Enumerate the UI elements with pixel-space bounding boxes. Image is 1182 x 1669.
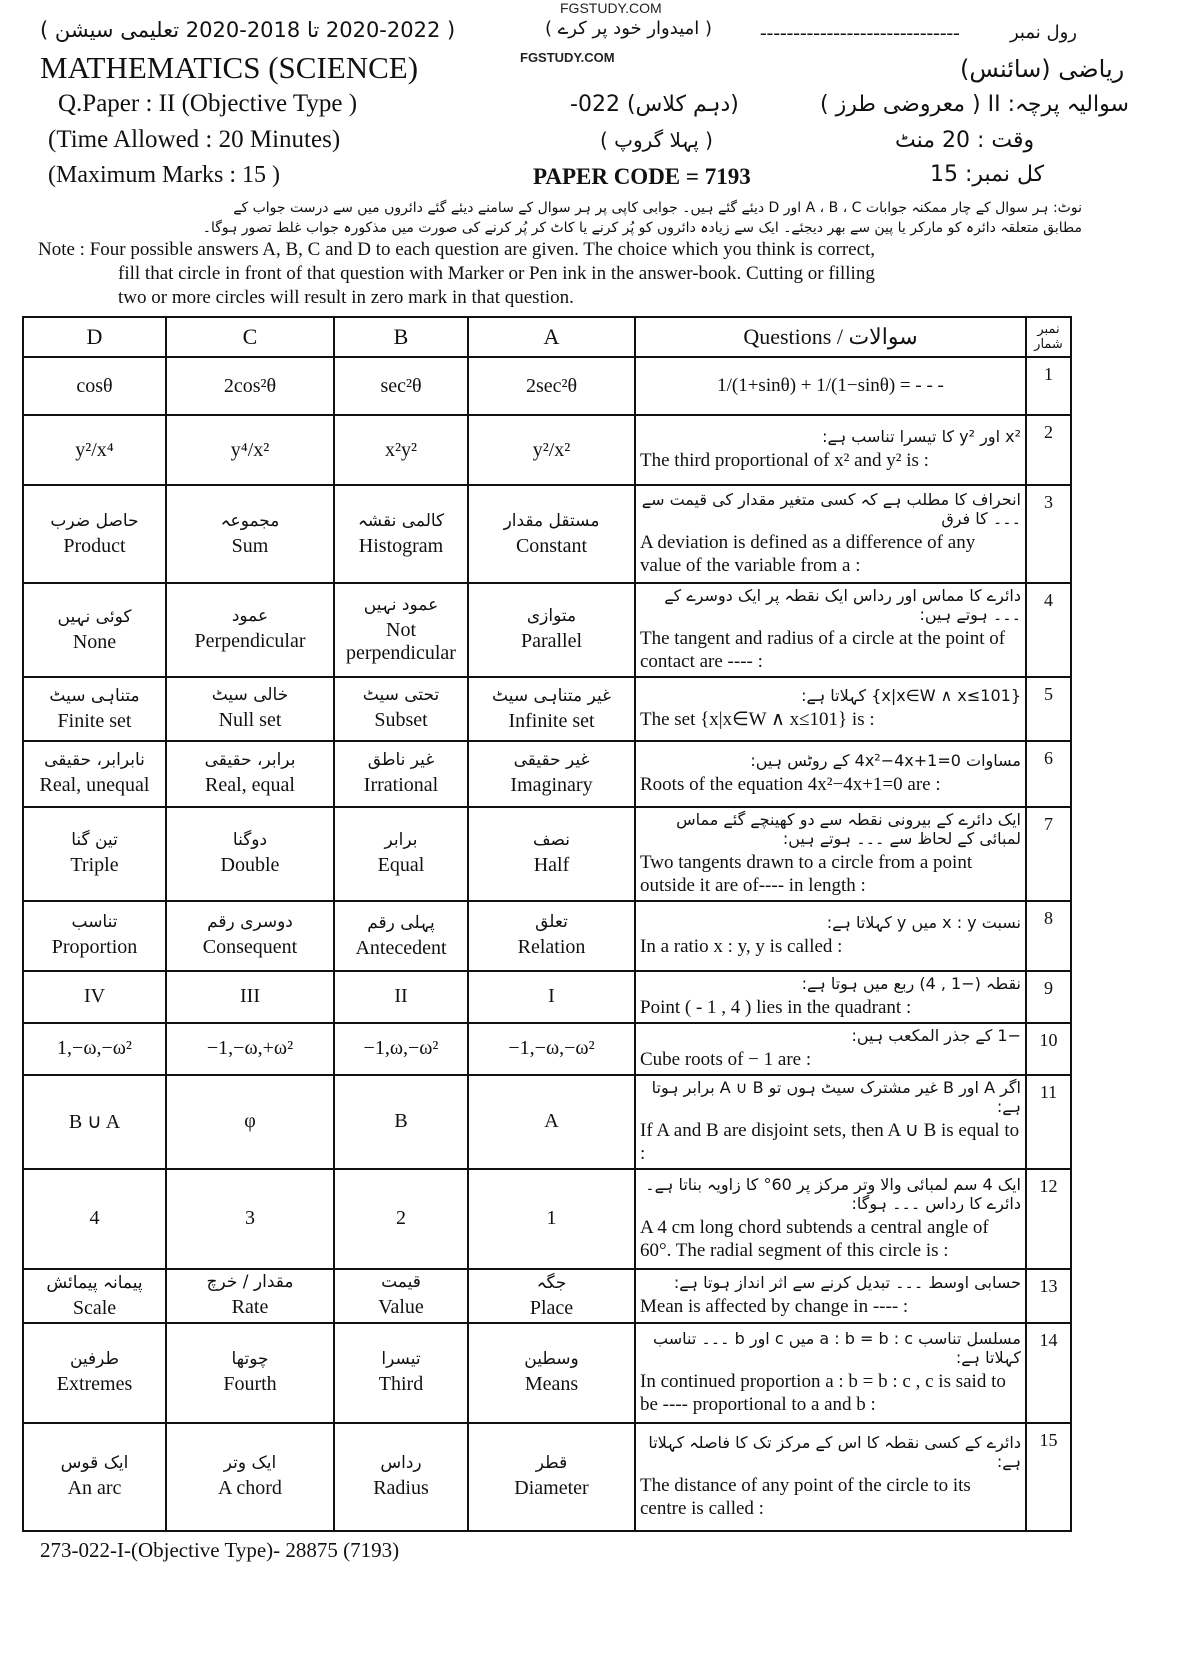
option-c: [166, 1169, 334, 1269]
option-a: [468, 807, 635, 901]
option-english: Finite set: [57, 709, 132, 732]
table-row: [23, 901, 1071, 971]
option-d: [23, 971, 166, 1023]
option-english: Imaginary: [510, 774, 593, 797]
option-b: [334, 901, 468, 971]
header-questions: Questions / سوالات: [635, 317, 1026, 357]
question-english: A 4 cm long chord subtends a central angle of 60°. The radial segment of this circle is :: [640, 1217, 989, 1262]
option-a: [468, 415, 635, 485]
group: ( پہلا گروپ ): [600, 128, 713, 152]
question-cell: [635, 741, 1026, 807]
option-c: [166, 1269, 334, 1323]
option-c: [166, 1323, 334, 1423]
option-urdu: چوتھا: [231, 1349, 269, 1370]
option-urdu: نابرابر، حقیقی: [44, 750, 145, 771]
subject-title: MATHEMATICS (SCIENCE): [40, 50, 419, 85]
question-cell: [635, 1423, 1026, 1531]
option-b: [334, 1423, 468, 1531]
header-b: B: [334, 317, 468, 357]
option-urdu: ایک قوس: [60, 1453, 129, 1474]
option-english: Place: [529, 1296, 574, 1319]
option-a: [468, 971, 635, 1023]
question-number: 8: [1026, 901, 1071, 971]
option-a: [468, 583, 635, 677]
question-english: Mean is affected by change in ---- :: [640, 1296, 909, 1318]
option-english: Real, equal: [205, 774, 295, 797]
option-urdu: کوئی نہیں: [57, 606, 132, 627]
question-urdu: حسابی اوسط ۔۔۔ تبدیل کرنے سے اثر انداز ہوتا ہے:: [673, 1272, 1021, 1292]
question-urdu: {x|x∈W ∧ x≤101} کہلاتا ہے:: [801, 685, 1021, 705]
option-b: [334, 1269, 468, 1323]
option-b: [334, 583, 468, 677]
paper-code: PAPER CODE = 7193: [533, 164, 751, 189]
question-english: Two tangents drawn to a circle from a point outside it are of---- in length :: [640, 852, 973, 897]
footer-code: 273-022-I-(Objective Type)- 28875 (7193): [40, 1537, 400, 1562]
option-english: Sum: [231, 535, 269, 557]
option-d: [23, 741, 166, 807]
option-english: Scale: [72, 1296, 117, 1319]
option-c: [166, 415, 334, 485]
option-english: 1: [546, 1207, 557, 1230]
roll-no-line: ------------------------------: [760, 22, 960, 44]
option-english: y²/x⁴: [75, 438, 114, 461]
option-english: Proportion: [51, 936, 138, 959]
option-english: Equal: [377, 854, 425, 877]
question-number: 5: [1026, 677, 1071, 741]
option-english: Extremes: [56, 1373, 133, 1396]
question-urdu: ایک 4 سم لمبائی والا وتر مرکز پر 60° کا زاویہ بناتا ہے۔ دائرے کا رداس ۔۔۔ ہوگا:: [645, 1174, 1021, 1214]
option-c: [166, 741, 334, 807]
option-english: Perpendicular: [194, 630, 306, 653]
option-urdu: رداس: [380, 1453, 422, 1474]
max-marks-urdu: کل نمبر: 15: [930, 162, 1045, 187]
option-english: Irrational: [363, 774, 439, 797]
option-english: sec²θ: [380, 374, 422, 397]
option-urdu: ایک وتر: [223, 1453, 277, 1474]
paper-type: Q.Paper : II (Objective Type ): [58, 90, 358, 117]
option-d: [23, 901, 166, 971]
header-number: نمبر شمار: [1026, 317, 1071, 357]
option-english: Rate: [231, 1296, 269, 1319]
option-english: Triple: [70, 854, 119, 877]
note-en-2: fill that circle in front of that question with Marker or Pen ink in the answer-book. Cutting or filling: [118, 263, 875, 284]
option-english: 2sec²θ: [525, 374, 578, 397]
option-english: −1,−ω,+ω²: [206, 1037, 294, 1060]
option-english: y⁴/x²: [230, 438, 270, 461]
table-row: [23, 1269, 1071, 1323]
question-number: 10: [1026, 1023, 1071, 1075]
option-urdu: تیسرا: [381, 1349, 421, 1370]
time-allowed: (Time Allowed : 20 Minutes): [48, 126, 341, 153]
watermark: FGSTUDY.COM: [560, 0, 662, 16]
option-d: [23, 1423, 166, 1531]
header-d: D: [23, 317, 166, 357]
option-b: [334, 1169, 468, 1269]
question-urdu: نسبت x : y میں y کہلاتا ہے:: [826, 912, 1021, 932]
option-c: [166, 583, 334, 677]
option-english: B: [394, 1110, 408, 1133]
option-english: 3: [245, 1207, 255, 1230]
option-english: Null set: [218, 709, 282, 732]
option-urdu: وسطین: [524, 1349, 579, 1370]
subject-title-urdu: ریاضی (سائنس): [960, 55, 1125, 83]
question-cell: [635, 1023, 1026, 1075]
option-urdu: تحتی سیٹ: [362, 685, 440, 706]
option-urdu: جگہ: [536, 1272, 567, 1293]
question-english: 1/(1+sinθ) + 1/(1−sinθ) = - - -: [717, 374, 944, 396]
question-english: The tangent and radius of a circle at the point of contact are ---- :: [640, 628, 1006, 673]
option-d: [23, 1269, 166, 1323]
question-number: 6: [1026, 741, 1071, 807]
question-urdu: دائرے کے کسی نقطہ کا اس کے مرکز تک کا فاصلہ کہلاتا ہے:: [648, 1432, 1021, 1472]
question-urdu: نقطہ (−1 , 4) ربع میں ہوتا ہے:: [801, 973, 1021, 993]
table-row: [23, 971, 1071, 1023]
option-a: [468, 1269, 635, 1323]
question-english: Cube roots of − 1 are :: [640, 1049, 812, 1071]
paper-type-urdu: سوالیہ پرچہ: II ( معروضی طرز ): [820, 92, 1129, 117]
option-a: [468, 357, 635, 415]
option-english: x²y²: [385, 438, 417, 461]
question-number: 2: [1026, 415, 1071, 485]
time-allowed-urdu: وقت : 20 منٹ: [895, 128, 1035, 153]
option-urdu: حاصل ضرب: [50, 510, 139, 531]
question-number: 7: [1026, 807, 1071, 901]
option-c: [166, 357, 334, 415]
option-c: [166, 971, 334, 1023]
option-urdu: عمود نہیں: [363, 595, 439, 616]
question-cell: [635, 485, 1026, 583]
option-urdu: دوسری رقم: [207, 912, 293, 933]
option-english: Relation: [517, 936, 586, 959]
question-cell: [635, 415, 1026, 485]
option-english: A chord: [218, 1477, 282, 1500]
option-english: An arc: [67, 1477, 122, 1500]
option-urdu: نصف: [532, 830, 571, 851]
header-a: A: [468, 317, 635, 357]
option-english: cosθ: [76, 374, 113, 397]
option-english: Subset: [374, 709, 428, 732]
roll-no-label: رول نمبر: [1010, 22, 1077, 43]
option-c: [166, 1075, 334, 1169]
note-urdu-2: مطابق متعلقہ دائرہ کو مارکر یا پین سے بھر دیجئے۔ ایک سے زیادہ دائروں کو پُر کرنے یا کاٹ کر پُر کرنے کی صورت میں مذکورہ جواب غلط تصور ہوگا۔: [202, 220, 1082, 236]
question-cell: [635, 1269, 1026, 1323]
option-urdu: پیمانہ پیمائش: [46, 1272, 143, 1293]
table-row: [23, 485, 1071, 583]
option-urdu: مستقل مقدار: [503, 510, 600, 531]
option-urdu: تعلق: [535, 912, 568, 933]
question-english: Roots of the equation 4x²−4x+1=0 are :: [640, 774, 941, 796]
option-english: IV: [83, 985, 106, 1008]
table-row: [23, 1423, 1071, 1531]
option-english: −1,ω,−ω²: [363, 1037, 439, 1060]
option-d: [23, 357, 166, 415]
question-english: If A and B are disjoint sets, then A ∪ B is equal to :: [640, 1120, 1020, 1165]
option-d: [23, 1023, 166, 1075]
question-english: The distance of any point of the circle to its centre is called :: [640, 1475, 971, 1520]
question-number: 3: [1026, 485, 1071, 583]
option-english: Parallel: [520, 630, 583, 653]
option-a: [468, 1023, 635, 1075]
option-english: Histogram: [358, 535, 444, 557]
question-urdu: انحراف کا مطلب ہے کہ کسی متغیر مقدار کی قیمت سے ۔۔۔ کا فرق: [641, 490, 1021, 529]
option-english: Constant: [515, 534, 588, 557]
option-b: [334, 677, 468, 741]
option-english: 4: [89, 1207, 100, 1230]
table-row: [23, 741, 1071, 807]
option-c: [166, 901, 334, 971]
option-urdu: برابر: [384, 830, 418, 851]
question-urdu: مسلسل تناسب a : b = b : c میں c اور b ۔۔۔ تناسب کہلاتا ہے:: [653, 1328, 1021, 1368]
question-english: A deviation is defined as a difference of any value of the variable from a :: [640, 532, 976, 577]
question-english: The set {x|x∈W ∧ x≤101} is :: [640, 709, 875, 731]
option-urdu: مجموعہ: [220, 511, 280, 531]
option-english: −1,−ω,−ω²: [508, 1037, 595, 1060]
question-urdu: دائرے کا مماس اور رداس ایک نقطہ پر ایک دوسرے کے ۔۔۔ ہوتے ہیں:: [664, 586, 1021, 625]
question-number: 11: [1026, 1075, 1071, 1169]
question-cell: [635, 583, 1026, 677]
table-header-row: [23, 317, 1071, 357]
option-c: [166, 485, 334, 583]
question-cell: [635, 1169, 1026, 1269]
option-english: II: [394, 985, 408, 1008]
question-cell: [635, 971, 1026, 1023]
question-cell: [635, 1075, 1026, 1169]
question-urdu: مساوات 4x²−4x+1=0 کے روٹس ہیں:: [750, 750, 1021, 770]
note-en-3: two or more circles will result in zero mark in that question.: [118, 287, 574, 308]
option-english: Half: [533, 854, 570, 877]
table-row: [23, 1169, 1071, 1269]
option-d: [23, 485, 166, 583]
candidate-note: ( امیدوار خود پر کرے ): [545, 18, 712, 39]
option-d: [23, 583, 166, 677]
option-d: [23, 677, 166, 741]
option-b: [334, 415, 468, 485]
table-row: [23, 807, 1071, 901]
option-english: A: [544, 1110, 559, 1133]
table-row: [23, 1075, 1071, 1169]
option-a: [468, 901, 635, 971]
option-english: III: [240, 985, 260, 1008]
header-c: C: [166, 317, 334, 357]
option-english: Diameter: [514, 1477, 589, 1500]
question-urdu: ایک دائرے کے بیرونی نقطہ سے دو کھینچے گئے مماس لمبائی کے لحاظ سے ۔۔۔ ہوتے ہیں:: [676, 809, 1021, 849]
table-row: [23, 583, 1071, 677]
option-english: Value: [378, 1296, 424, 1319]
option-c: [166, 1423, 334, 1531]
question-number: 12: [1026, 1169, 1071, 1269]
question-cell: [635, 357, 1026, 415]
question-number: 1: [1026, 357, 1071, 415]
option-english: Antecedent: [355, 936, 447, 959]
question-urdu: اگر A اور B غیر مشترک سیٹ ہوں تو A ∪ B برابر ہوتا ہے:: [651, 1077, 1021, 1117]
option-a: [468, 1169, 635, 1269]
option-d: [23, 1169, 166, 1269]
question-english: In continued proportion a : b = b : c , c is said to be ---- proportional to a and b :: [640, 1371, 1006, 1416]
table-row: [23, 357, 1071, 415]
option-b: [334, 1323, 468, 1423]
option-urdu: دوگنا: [232, 830, 268, 851]
question-cell: [635, 677, 1026, 741]
question-english: The third proportional of x² and y² is :: [640, 450, 929, 472]
option-b: [334, 485, 468, 583]
option-a: [468, 1075, 635, 1169]
question-number: 13: [1026, 1269, 1071, 1323]
class-code: (دہم کلاس) 022-: [570, 92, 739, 117]
option-b: [334, 357, 468, 415]
question-number: 15: [1026, 1423, 1071, 1531]
option-b: [334, 741, 468, 807]
option-english: Product: [63, 534, 126, 557]
watermark: FGSTUDY.COM: [520, 50, 615, 65]
question-cell: [635, 1323, 1026, 1423]
option-english: 2: [396, 1207, 406, 1230]
option-urdu: عمود: [231, 606, 269, 627]
table-row: [23, 1323, 1071, 1423]
option-english: y²/x²: [532, 438, 571, 461]
session: ( 2020-2022 تا 2018-2020 تعلیمی سیشن ): [40, 18, 456, 42]
option-english: Real, unequal: [39, 774, 150, 797]
option-english: Third: [378, 1373, 424, 1396]
option-urdu: متناہی سیٹ: [49, 685, 140, 706]
option-urdu: کالمی نقشہ: [357, 511, 445, 531]
question-english: Point ( - 1 , 4 ) lies in the quadrant :: [640, 997, 912, 1019]
max-marks: (Maximum Marks : 15 ): [48, 162, 280, 188]
question-number: 4: [1026, 583, 1071, 677]
question-urdu: x² اور y² کا تیسرا تناسب ہے:: [822, 427, 1021, 446]
option-english: Infinite set: [508, 709, 595, 732]
option-a: [468, 677, 635, 741]
option-urdu: غیر متناہی سیٹ: [492, 685, 611, 706]
option-english: I: [548, 985, 555, 1008]
option-urdu: قیمت: [381, 1272, 421, 1293]
option-b: [334, 807, 468, 901]
option-urdu: غیر حقیقی: [513, 750, 590, 771]
option-urdu: تناسب: [71, 912, 118, 933]
option-urdu: مقدار / خرچ: [206, 1272, 294, 1293]
questions-table: [22, 316, 1072, 1532]
option-c: [166, 1023, 334, 1075]
option-b: [334, 1075, 468, 1169]
option-english: B ∪ A: [68, 1111, 121, 1134]
option-b: [334, 1023, 468, 1075]
body-flow: [0, 198, 1182, 1573]
option-english: None: [72, 630, 117, 653]
option-english: Double: [220, 854, 280, 877]
question-number: 9: [1026, 971, 1071, 1023]
option-urdu: قطر: [535, 1453, 568, 1474]
note-urdu-1: نوٹ: ہر سوال کے چار ممکنہ جوابات A ، B ، C اور D دیئے گئے ہیں۔ جوابی کاپی پر ہر سوال کے سامنے دیئے گئے دائروں میں سے درست جواب کے: [233, 200, 1082, 216]
table-row: [23, 1023, 1071, 1075]
question-number: 14: [1026, 1323, 1071, 1423]
option-a: [468, 1323, 635, 1423]
option-urdu: خالی سیٹ: [211, 685, 289, 706]
option-c: [166, 677, 334, 741]
table-row: [23, 677, 1071, 741]
option-c: [166, 807, 334, 901]
option-urdu: تین گنا: [71, 830, 118, 851]
question-cell: [635, 807, 1026, 901]
question-urdu: −1 کے جذر المکعب ہیں:: [851, 1025, 1021, 1045]
option-urdu: برابر، حقیقی: [204, 750, 296, 771]
option-a: [468, 485, 635, 583]
option-d: [23, 807, 166, 901]
option-urdu: متوازی: [526, 606, 577, 627]
option-english: Radius: [373, 1477, 429, 1500]
option-urdu: غیر ناطق: [367, 750, 435, 771]
option-english: Fourth: [223, 1373, 277, 1396]
question-cell: [635, 901, 1026, 971]
question-english: In a ratio x : y, y is called :: [640, 936, 843, 958]
option-english: Consequent: [202, 936, 298, 959]
option-english: φ: [244, 1110, 256, 1133]
option-english: Means: [524, 1373, 579, 1396]
option-urdu: طرفین: [69, 1349, 120, 1370]
table-row: [23, 415, 1071, 485]
option-a: [468, 741, 635, 807]
note-en-1: Note : Four possible answers A, B, C and D to each question are given. The choice which you think is correct,: [38, 239, 876, 260]
option-english: 1,−ω,−ω²: [57, 1037, 132, 1060]
option-a: [468, 1423, 635, 1531]
option-d: [23, 1323, 166, 1423]
option-d: [23, 1075, 166, 1169]
option-english: Not perpendicular: [346, 619, 456, 665]
option-d: [23, 415, 166, 485]
option-b: [334, 971, 468, 1023]
option-english: 2cos²θ: [223, 374, 277, 397]
option-urdu: پہلی رقم: [367, 912, 435, 933]
